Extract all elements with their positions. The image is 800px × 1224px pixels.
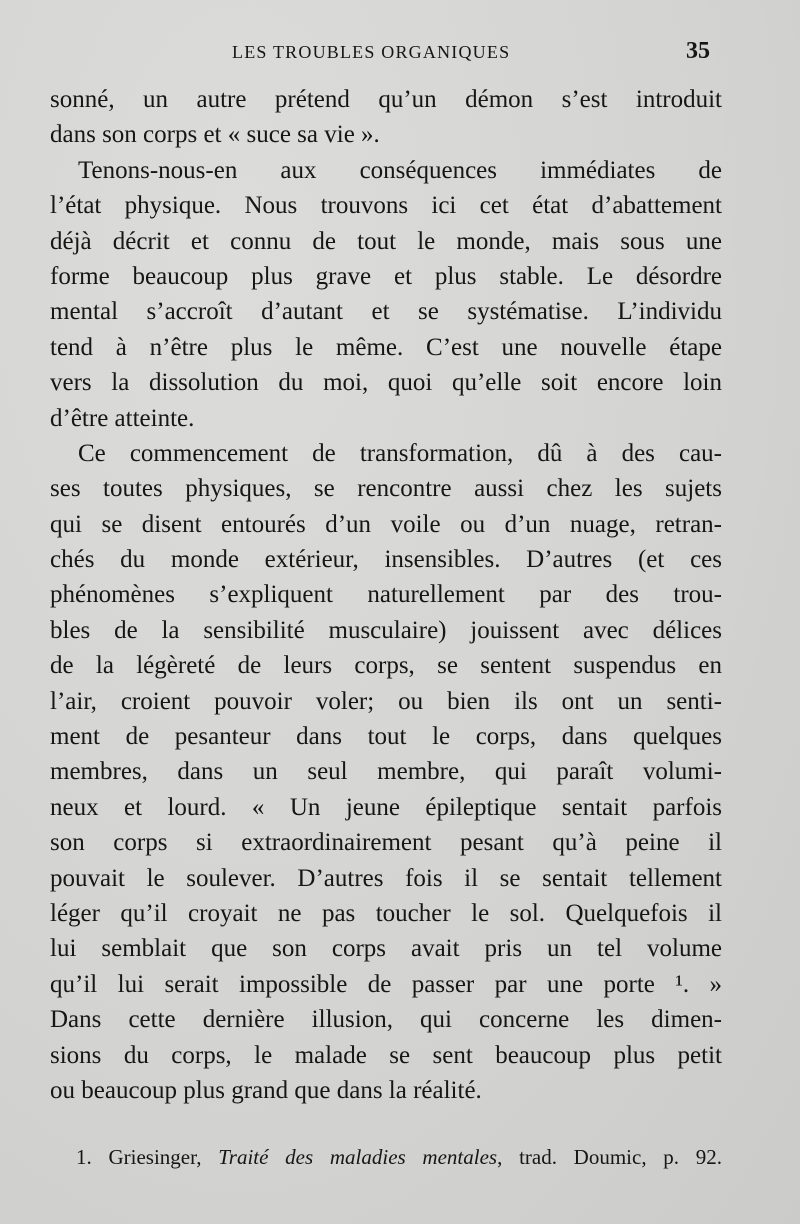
footnote-author: Griesinger, <box>108 1145 202 1169</box>
text-line: Tenons-nous-en aux conséquences immédiates de <box>78 156 722 184</box>
text-line: membres, dans un seul membre, qui paraît volumi- <box>50 758 722 786</box>
text-line: ment de pesanteur dans tout le corps, dans quelques <box>50 723 722 751</box>
text-line: pouvait le soulever. D’autres fois il se sentait tellement <box>50 864 722 892</box>
text-line: Ce commencement de transformation, dû à des cau- <box>78 439 722 467</box>
text-line: déjà décrit et connu de tout le monde, mais sous une <box>50 227 722 255</box>
text-line: dans son corps et « suce sa vie ». <box>50 121 380 149</box>
text-line: de la légèreté de leurs corps, se sentent suspendus en <box>50 652 722 680</box>
text-line: forme beaucoup plus grave et plus stable. Le désordre <box>50 262 722 290</box>
text-line: tend à n’être plus le même. C’est une nouvelle étape <box>50 333 722 361</box>
text-line: mental s’accroît d’autant et se systématise. L’individu <box>50 298 722 326</box>
text-line: ou beaucoup plus grand que dans la réalité. <box>50 1076 482 1104</box>
text-line: l’air, croient pouvoir voler; ou bien ils ont un senti- <box>50 687 722 715</box>
footnote-number: 1. <box>76 1145 92 1169</box>
text-line: d’être atteinte. <box>50 404 195 432</box>
text-line: Dans cette dernière illusion, qui concerne les dimen- <box>50 1006 722 1034</box>
footnote-rest: , trad. Doumic, p. 92. <box>497 1145 723 1169</box>
text-line: ses toutes physiques, se rencontre aussi chez les sujets <box>50 475 722 503</box>
text-line: léger qu’il croyait ne pas toucher le sol. Quelquefois il <box>50 899 722 927</box>
text-line: lui semblait que son corps avait pris un tel volume <box>50 935 722 963</box>
text-line: chés du monde extérieur, insensibles. D’autres (et ces <box>50 546 722 574</box>
page-number: 35 <box>686 38 710 64</box>
text-line: son corps si extraordinairement pesant qu’à peine il <box>50 829 722 857</box>
text-line: vers la dissolution du moi, quoi qu’elle soit encore loin <box>50 369 722 397</box>
text-line: qui se disent entourés d’un voile ou d’un nuage, retran- <box>50 510 722 538</box>
page-header <box>0 38 800 68</box>
text-line: qu’il lui serait impossible de passer par une porte ¹. » <box>50 970 722 998</box>
text-line: sions du corps, le malade se sent beaucoup plus petit <box>50 1041 722 1069</box>
text-line: l’état physique. Nous trouvons ici cet état d’abattement <box>50 192 722 220</box>
text-line: sonné, un autre prétend qu’un démon s’est introduit <box>50 86 722 113</box>
body-text <box>50 82 722 1108</box>
footnote-title: Traité des maladies mentales <box>218 1145 498 1169</box>
text-line: neux et lourd. « Un jeune épileptique sentait parfois <box>50 793 722 821</box>
running-title: LES TROUBLES ORGANIQUES <box>232 42 511 62</box>
text-line: phénomènes s’expliquent naturellement par des trou- <box>50 581 722 609</box>
footnote <box>76 1145 722 1170</box>
text-line: bles de la sensibilité musculaire) jouissent avec délices <box>50 616 722 644</box>
